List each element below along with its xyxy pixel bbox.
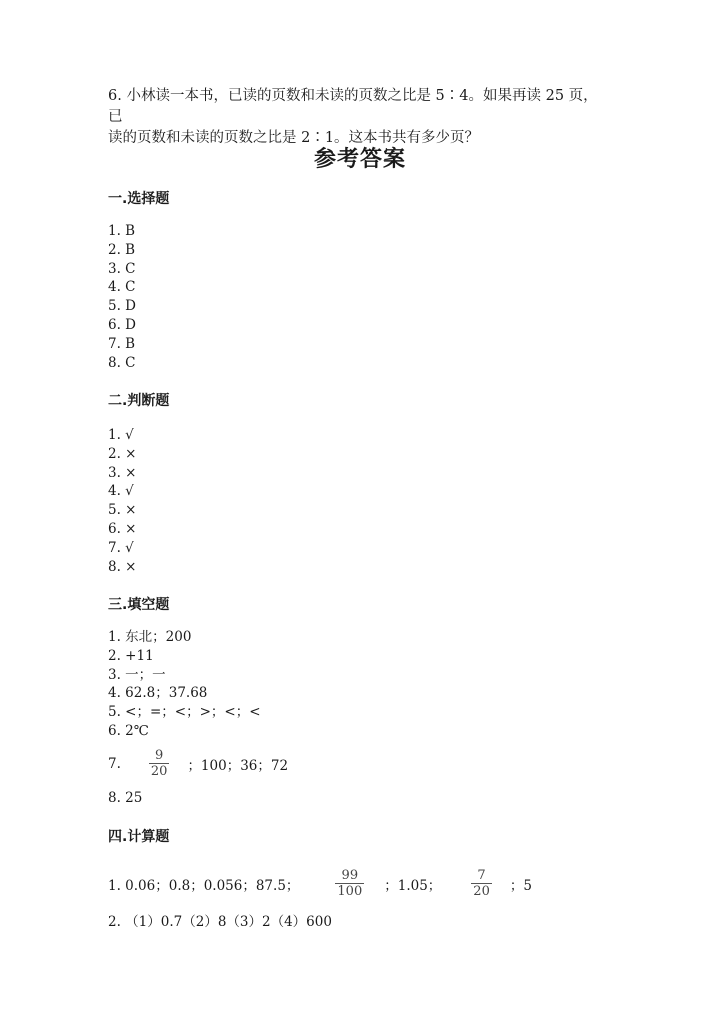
list-item: 1. 东北；200 — [108, 629, 192, 645]
fraction-numerator: 7 — [477, 868, 486, 883]
list-item: 1. √ — [108, 427, 134, 443]
list-item: 4. 62.8；37.68 — [108, 685, 208, 702]
list-item: 3. × — [108, 464, 137, 481]
section-title-judge: 二.判断题 — [108, 393, 170, 409]
list-item: 5. × — [108, 502, 137, 519]
section-title-calc: 四.计算题 — [108, 829, 170, 845]
list-item: 4. √ — [108, 483, 134, 500]
list-item: 2. B — [108, 241, 136, 258]
section-title-choice: 一.选择题 — [108, 191, 170, 207]
list-item: 6. 2℃ — [108, 722, 149, 739]
judge-answer-list — [108, 426, 136, 576]
fraction-denominator: 20 — [473, 884, 490, 899]
list-item: 2. +11 — [108, 647, 154, 664]
choice-answer-list — [108, 222, 136, 372]
item-label: 7. — [108, 755, 121, 772]
list-item: 7. B — [108, 335, 136, 352]
fill-item-8: 8. 25 — [108, 790, 143, 806]
list-item: 2. × — [108, 445, 137, 462]
fraction — [335, 868, 364, 899]
list-item: 1. B — [108, 223, 136, 239]
section-title-fill: 三.填空题 — [108, 597, 170, 613]
fill-item-7 — [108, 748, 288, 779]
fraction — [149, 748, 170, 779]
fill-answer-list — [108, 628, 261, 741]
calc-suffix: ；5 — [509, 877, 532, 894]
question-line-2: 读的页数和未读的页数之比是 2∶1。这本书共有多少页？ — [108, 130, 480, 146]
calc-prefix: 1. 0.06；0.8；0.056；87.5； — [108, 877, 300, 894]
fraction-denominator: 100 — [337, 884, 363, 899]
fraction-numerator: 9 — [155, 748, 164, 763]
list-item: 6. × — [108, 520, 137, 537]
page-title: 参考答案 — [313, 147, 406, 172]
fraction-numerator: 99 — [341, 868, 359, 883]
calc-middle: ；1.05； — [384, 877, 442, 894]
list-item: 8. × — [108, 558, 137, 575]
question-line-1: 6. 小林读一本书，已读的页数和未读的页数之比是 5∶4。如果再读 25 页，已 — [108, 88, 598, 125]
list-item: 3. C — [108, 260, 136, 277]
list-item: 5. D — [108, 298, 136, 315]
calc-item-2: 2. （1）0.7（2）8（3）2（4）600 — [108, 914, 332, 930]
list-item: 4. C — [108, 279, 136, 296]
list-item: 3. 一；一 — [108, 666, 166, 683]
question-6 — [108, 86, 608, 149]
fraction — [471, 868, 492, 899]
item-rest: ；100；36；72 — [187, 757, 289, 774]
list-item: 6. D — [108, 316, 136, 333]
list-item: 5. <；=；<；>；<；< — [108, 704, 261, 721]
list-item: 7. √ — [108, 539, 134, 556]
calc-item-1 — [108, 868, 532, 899]
fraction-denominator: 20 — [150, 764, 168, 779]
list-item: 8. C — [108, 354, 136, 371]
